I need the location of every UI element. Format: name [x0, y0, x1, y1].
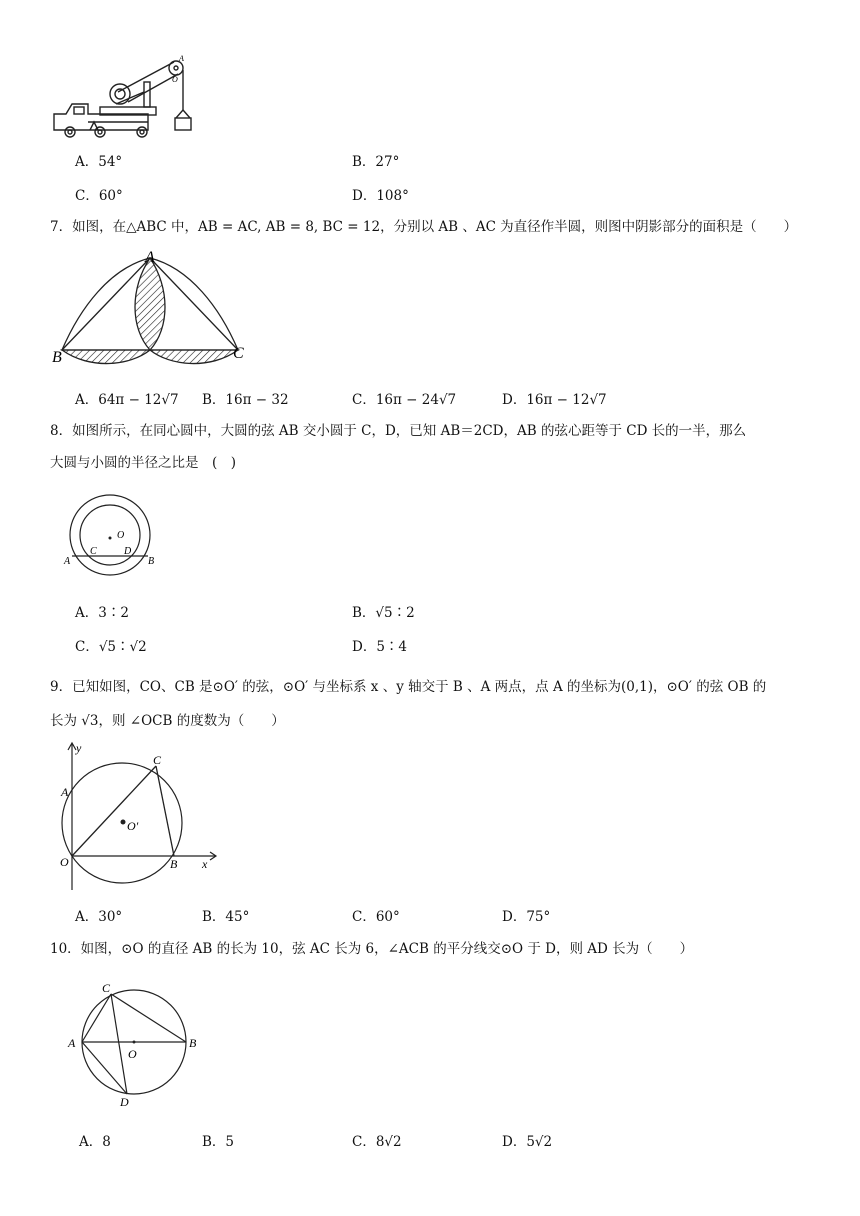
- q9-stem-line1: 9．已知如图，CO、CB 是⊙O′ 的弦，⊙O′ 与坐标系 x 、y 轴交于 B 、A 两点，点 A 的坐标为(0,1)，⊙O′ 的弦 OB 的: [50, 679, 767, 695]
- q7-option-a[interactable]: A．64π − 12√7: [75, 392, 179, 408]
- q10-circle-figure: [64, 980, 214, 1110]
- q9-label-o: O: [60, 855, 69, 869]
- q9-option-d[interactable]: D．75°: [502, 909, 551, 925]
- q10-option-a[interactable]: A．8: [79, 1134, 111, 1150]
- crane-label-a: A: [179, 54, 184, 63]
- q8-option-a[interactable]: A．3∶2: [75, 605, 129, 621]
- q10-option-b[interactable]: B．5: [202, 1134, 235, 1150]
- q9-stem-line2: 长为 √3，则 ∠OCB 的度数为（ ）: [50, 713, 285, 729]
- q7-label-b: B: [52, 349, 62, 366]
- q9-label-b: B: [170, 857, 178, 871]
- q8-concentric-figure: [62, 494, 162, 576]
- q7-option-c[interactable]: C．16π − 24√7: [352, 392, 457, 408]
- q9-label-c: C: [153, 753, 162, 767]
- q8-option-d[interactable]: D．5∶4: [352, 639, 408, 655]
- q8-label-o: O: [117, 530, 125, 541]
- q9-label-o-prime: O′: [127, 819, 139, 833]
- q9-option-b[interactable]: B．45°: [202, 909, 250, 925]
- q10-label-c: C: [102, 981, 111, 995]
- q9-label-y: y: [76, 741, 82, 755]
- q8-option-b[interactable]: B．√5∶2: [352, 605, 415, 621]
- q7-option-d[interactable]: D．16π − 12√7: [502, 392, 607, 408]
- q9-label-x: x: [202, 857, 208, 871]
- q7-label-a: A: [145, 249, 155, 266]
- q10-label-o: O: [128, 1047, 137, 1061]
- q9-circle-axes-figure: [50, 738, 220, 894]
- crane-truck-figure: [48, 52, 198, 142]
- q10-label-d: D: [120, 1095, 129, 1109]
- q10-label-a: A: [68, 1036, 76, 1050]
- q9-option-a[interactable]: A．30°: [75, 909, 123, 925]
- q7-stem: 7．如图，在△ABC 中，AB = AC, AB = 8, BC = 12，分别以 AB 、AC 为直径作半圆，则图中阴影部分的面积是（ ）: [50, 219, 798, 235]
- q7-label-c: C: [233, 345, 244, 362]
- q8-stem-line1: 8．如图所示，在同心圆中，大圆的弦 AB 交小圆于 C，D，已知 AB＝2CD，AB 的弦心距等于 CD 长的一半，那么: [50, 423, 747, 439]
- q9-label-a: A: [61, 785, 69, 799]
- crane-label-o: O: [172, 75, 178, 84]
- q10-stem: 10．如图，⊙O 的直径 AB 的长为 10，弦 AC 长为 6，∠ACB 的平分线交⊙O 于 D，则 AD 长为（ ）: [50, 941, 694, 957]
- q6-option-b[interactable]: B．27°: [352, 154, 400, 170]
- q8-label-b: B: [148, 556, 155, 567]
- q6-option-d[interactable]: D．108°: [352, 188, 409, 204]
- q8-stem-line2: 大圆与小圆的半径之比是 ( ): [50, 455, 237, 471]
- q10-option-c[interactable]: C．8√2: [352, 1134, 402, 1150]
- q9-option-c[interactable]: C．60°: [352, 909, 400, 925]
- q10-option-d[interactable]: D．5√2: [502, 1134, 553, 1150]
- q6-option-a[interactable]: A．54°: [75, 154, 123, 170]
- q8-option-c[interactable]: C．√5∶√2: [75, 639, 147, 655]
- q8-label-d: D: [124, 546, 132, 557]
- q7-option-b[interactable]: B．16π − 32: [202, 392, 289, 408]
- q10-label-b: B: [189, 1036, 197, 1050]
- q8-label-c: C: [90, 546, 97, 557]
- q7-triangle-figure: [50, 248, 250, 366]
- q6-option-c[interactable]: C．60°: [75, 188, 123, 204]
- q8-label-a: A: [64, 556, 71, 567]
